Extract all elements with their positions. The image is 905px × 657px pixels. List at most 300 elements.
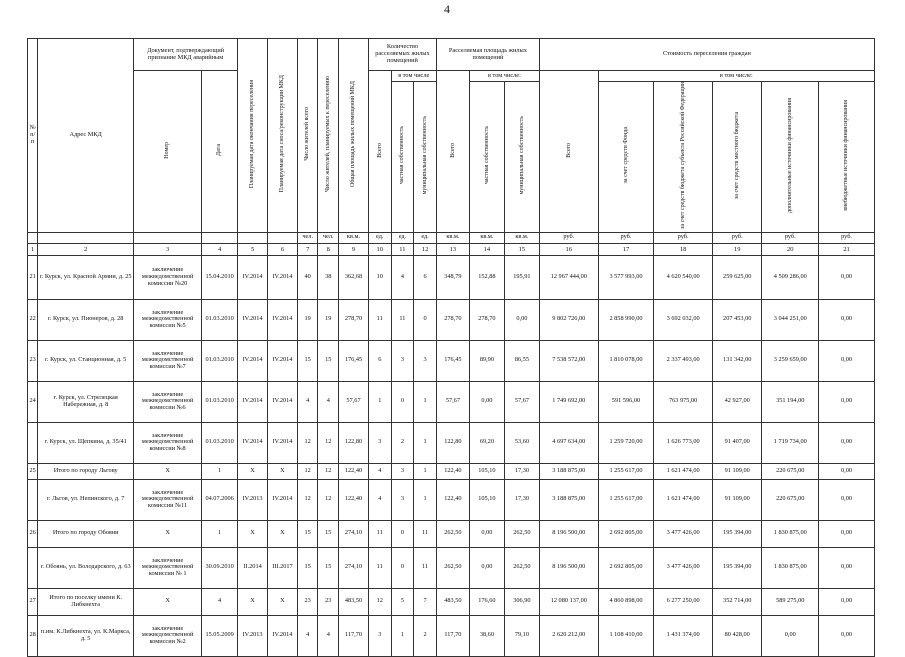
header-subject-budget: за счет средств бюджета субъекта Российской Федерации (654, 82, 713, 233)
value-cell: 1 (414, 479, 437, 520)
value-cell: 3 477 426,00 (654, 520, 713, 547)
value-cell: 122,40 (436, 479, 469, 520)
value-cell: 0,00 (819, 422, 875, 463)
value-cell: 19 (318, 299, 339, 340)
address-cell: г. Курск, ул. Щепкина, д. 35/41 (38, 422, 134, 463)
column-number-cell: 19 (713, 243, 762, 255)
unit-cell: чел. (297, 232, 318, 243)
address-cell: Итого по городу Обояни (38, 520, 134, 547)
value-cell: 763 975,00 (654, 381, 713, 422)
value-cell: 53,60 (504, 422, 539, 463)
value-cell: 2 858 990,00 (598, 299, 654, 340)
row-number-cell: 26 (28, 520, 38, 547)
document-number-cell: заключение межведомственной комиссии №2 (134, 615, 202, 656)
value-cell: 12 (318, 479, 339, 520)
value-cell: 2 (391, 422, 414, 463)
value-cell: 1 255 617,00 (598, 463, 654, 479)
value-cell: IV.2014 (238, 299, 268, 340)
address-cell: г. Льгов, ул. Непинского, д. 7 (38, 479, 134, 520)
value-cell: 57,67 (339, 381, 369, 422)
value-cell: 7 (414, 588, 437, 615)
value-cell: 4 (297, 615, 318, 656)
document-date-cell: 4 (202, 588, 238, 615)
header-extra-sources: дополнительные источники финансирования (762, 82, 819, 233)
value-cell: 262,50 (504, 547, 539, 588)
value-cell: 0 (391, 381, 414, 422)
header-count-incl: в том числе (391, 71, 436, 82)
value-cell: 3 (391, 463, 414, 479)
unit-cell: ед. (414, 232, 437, 243)
document-number-cell: заключение межведомственной комиссии №6 (134, 381, 202, 422)
value-cell: 278,70 (469, 299, 504, 340)
value-cell: IV.2014 (268, 615, 298, 656)
value-cell: 3 477 426,00 (654, 547, 713, 588)
value-cell: 23 (318, 588, 339, 615)
value-cell: 176,45 (339, 340, 369, 381)
value-cell: 0,00 (504, 299, 539, 340)
value-cell: 12 (368, 588, 391, 615)
address-cell: г. Курск, ул. Стрелецкая Набережная, д. 8 (38, 381, 134, 422)
value-cell: 11 (368, 299, 391, 340)
value-cell: 3 (391, 479, 414, 520)
value-cell: 15 (297, 547, 318, 588)
value-cell: 122,80 (436, 422, 469, 463)
value-cell: 11 (414, 520, 437, 547)
row-number-cell: 27 (28, 588, 38, 615)
value-cell: 1 621 474,00 (654, 463, 713, 479)
document-number-cell: заключение межведомственной комиссии №20 (134, 255, 202, 299)
row-number-cell: 23 (28, 340, 38, 381)
value-cell: 351 194,00 (762, 381, 819, 422)
value-cell: 4 (297, 381, 318, 422)
column-number-cell: 9 (339, 243, 369, 255)
address-cell: п.им. К.Либкнехта, ул. К.Маркса, д. 5 (38, 615, 134, 656)
unit-cell: ед. (391, 232, 414, 243)
value-cell: 589 275,00 (762, 588, 819, 615)
document-number-cell: Х (134, 520, 202, 547)
column-number-cell: 12 (414, 243, 437, 255)
value-cell: 3 (368, 615, 391, 656)
value-cell: Х (238, 463, 268, 479)
row-number-cell (28, 479, 38, 520)
value-cell: 262,50 (436, 547, 469, 588)
value-cell: 362,68 (339, 255, 369, 299)
value-cell: IV.2014 (268, 479, 298, 520)
value-cell: 12 (297, 479, 318, 520)
column-number-cell: 1 (28, 243, 38, 255)
value-cell: 57,67 (504, 381, 539, 422)
relocation-table (27, 38, 875, 657)
row-number-cell: 25 (28, 463, 38, 479)
header-fund: за счет средств Фонда (598, 82, 654, 233)
table-row (28, 381, 875, 422)
document-number-cell: Х (134, 463, 202, 479)
value-cell: Х (268, 520, 298, 547)
value-cell: Х (238, 520, 268, 547)
header-residents-planned: Число жителей, планируемых к переселению (318, 39, 339, 233)
value-cell: 12 (297, 422, 318, 463)
value-cell: 483,50 (339, 588, 369, 615)
value-cell: 7 538 572,00 (539, 340, 598, 381)
value-cell: 1 (368, 381, 391, 422)
value-cell: Х (268, 588, 298, 615)
row-number-cell: 22 (28, 299, 38, 340)
document-date-cell: 01.03.2010 (202, 422, 238, 463)
value-cell: 352 714,00 (713, 588, 762, 615)
value-cell: 0,00 (819, 520, 875, 547)
value-cell: 591 596,00 (598, 381, 654, 422)
value-cell: 3 188 875,00 (539, 479, 598, 520)
header-address: Адрес МКД (38, 39, 134, 233)
value-cell: 86,55 (504, 340, 539, 381)
value-cell: 1 108 410,00 (598, 615, 654, 656)
value-cell: 11 (368, 547, 391, 588)
value-cell: 259 625,00 (713, 255, 762, 299)
value-cell: 57,67 (436, 381, 469, 422)
value-cell: 176,60 (469, 588, 504, 615)
header-count-municipal: муниципальная собственность (414, 82, 437, 233)
row-number-cell (28, 547, 38, 588)
value-cell: 0,00 (469, 381, 504, 422)
value-cell: 91 109,00 (713, 479, 762, 520)
value-cell: IV.2013 (238, 479, 268, 520)
value-cell: 91 109,00 (713, 463, 762, 479)
value-cell: 0 (391, 547, 414, 588)
value-cell: 207 453,00 (713, 299, 762, 340)
header-area-private: частная собственность (469, 82, 504, 233)
value-cell: 0,00 (819, 547, 875, 588)
address-cell: г. Курск, ул. Станционная, д. 5 (38, 340, 134, 381)
value-cell: IV.2014 (268, 255, 298, 299)
header-residents-count: Число жителей всего (297, 39, 318, 233)
column-number-cell: 2 (38, 243, 134, 255)
document-date-cell: 01.03.2010 (202, 340, 238, 381)
value-cell: 117,70 (339, 615, 369, 656)
value-cell: 278,70 (436, 299, 469, 340)
row-number-cell: 21 (28, 255, 38, 299)
value-cell: 15 (318, 340, 339, 381)
value-cell: 483,50 (436, 588, 469, 615)
document-number-cell: Х (134, 588, 202, 615)
value-cell: 131 342,00 (713, 340, 762, 381)
units-row (28, 232, 875, 243)
unit-cell: кв.м. (436, 232, 469, 243)
value-cell: 2 (414, 615, 437, 656)
header-cost-group: Стоимость переселения граждан (539, 39, 874, 71)
unit-cell: руб. (598, 232, 654, 243)
value-cell: 12 (297, 463, 318, 479)
value-cell: 4 (368, 463, 391, 479)
column-number-cell: 10 (368, 243, 391, 255)
value-cell: 262,50 (436, 520, 469, 547)
value-cell: 122,40 (339, 479, 369, 520)
column-number-cell: 5 (238, 243, 268, 255)
value-cell: IV.2014 (268, 381, 298, 422)
value-cell: 11 (414, 547, 437, 588)
value-cell: 12 (318, 422, 339, 463)
document-number-cell: заключение межведомственной комиссии № 1 (134, 547, 202, 588)
column-number-cell: 11 (391, 243, 414, 255)
header-cost-total: Всего (539, 71, 598, 233)
value-cell: 105,10 (469, 479, 504, 520)
value-cell: 38,60 (469, 615, 504, 656)
value-cell: 40 (297, 255, 318, 299)
header-count-private: частная собственность (391, 82, 414, 233)
unit-cell: ед. (368, 232, 391, 243)
value-cell: 42 927,00 (713, 381, 762, 422)
table-row (28, 520, 875, 547)
column-number-cell: 20 (762, 243, 819, 255)
column-number-cell: 3 (134, 243, 202, 255)
header-local-budget: за счет средств местного бюджета (713, 82, 762, 233)
value-cell: 4 (391, 255, 414, 299)
document-number-cell: заключение межведомственной комиссии №8 (134, 422, 202, 463)
value-cell: 0,00 (819, 255, 875, 299)
value-cell: 11 (368, 520, 391, 547)
value-cell: 4 (368, 479, 391, 520)
header-cost-incl: в том числе: (598, 71, 874, 82)
table-row (28, 255, 875, 299)
value-cell: 2 692 805,00 (598, 547, 654, 588)
unit-cell: руб. (539, 232, 598, 243)
column-number-cell: 18 (654, 243, 713, 255)
value-cell: 3 188 875,00 (539, 463, 598, 479)
value-cell: 4 620 540,00 (654, 255, 713, 299)
value-cell: IV.2013 (238, 615, 268, 656)
value-cell: 152,88 (469, 255, 504, 299)
column-number-cell: 4 (202, 243, 238, 255)
value-cell: 8 196 500,00 (539, 547, 598, 588)
header-doc-number: Номер (134, 71, 202, 233)
value-cell: 3 (414, 340, 437, 381)
value-cell: 19 (297, 299, 318, 340)
address-cell: Итого по городу Льгову (38, 463, 134, 479)
table-row (28, 299, 875, 340)
unit-cell: руб. (819, 232, 875, 243)
unit-cell: руб. (654, 232, 713, 243)
document-date-cell: 01.03.2010 (202, 381, 238, 422)
row-number-cell (28, 422, 38, 463)
value-cell: 0,00 (469, 547, 504, 588)
value-cell: 12 967 444,00 (539, 255, 598, 299)
unit-cell: руб. (762, 232, 819, 243)
value-cell: 0,00 (469, 520, 504, 547)
column-number-cell: 13 (436, 243, 469, 255)
value-cell: 1 259 720,00 (598, 422, 654, 463)
value-cell: 1 810 078,00 (598, 340, 654, 381)
value-cell: 3 044 251,00 (762, 299, 819, 340)
address-cell: г. Курск, ул. Пионеров, д. 28 (38, 299, 134, 340)
value-cell: 105,10 (469, 463, 504, 479)
value-cell: 278,70 (339, 299, 369, 340)
table-row (28, 547, 875, 588)
document-date-cell: 15.04.2010 (202, 255, 238, 299)
column-number-cell: 14 (469, 243, 504, 255)
header-no: № п/п (28, 39, 38, 233)
value-cell: 9 802 726,00 (539, 299, 598, 340)
row-number-cell: 28 (28, 615, 38, 656)
value-cell: 15 (297, 520, 318, 547)
value-cell: 0 (391, 520, 414, 547)
value-cell: 12 080 137,00 (539, 588, 598, 615)
value-cell: 3 (368, 422, 391, 463)
column-number-cell: 15 (504, 243, 539, 255)
value-cell: IV.2014 (268, 299, 298, 340)
header-planned-demolish: Планируемая дата сноса/реконструкции МКД (268, 39, 298, 233)
unit-cell: кв.м. (504, 232, 539, 243)
header-area-municipal: муниципальная собственность (504, 82, 539, 233)
document-date-cell: 1 (202, 463, 238, 479)
value-cell: 89,90 (469, 340, 504, 381)
value-cell: 306,90 (504, 588, 539, 615)
value-cell: 1 719 734,00 (762, 422, 819, 463)
document-number-cell: заключение межведомственной комиссии №5 (134, 299, 202, 340)
value-cell: 3 259 659,00 (762, 340, 819, 381)
value-cell: 4 509 286,00 (762, 255, 819, 299)
value-cell: 195,91 (504, 255, 539, 299)
value-cell: 38 (318, 255, 339, 299)
table-row (28, 463, 875, 479)
column-number-row (28, 243, 875, 255)
value-cell: IV.2014 (268, 340, 298, 381)
header-count-total: Всего (368, 71, 391, 233)
document-date-cell: 15.05.2009 (202, 615, 238, 656)
unit-cell: руб. (713, 232, 762, 243)
value-cell: 17,30 (504, 479, 539, 520)
value-cell: 91 407,00 (713, 422, 762, 463)
value-cell: 79,10 (504, 615, 539, 656)
unit-cell: кв.м. (339, 232, 369, 243)
row-number-cell: 24 (28, 381, 38, 422)
unit-cell: кв.м. (469, 232, 504, 243)
value-cell: 1 (391, 615, 414, 656)
value-cell: IV.2014 (268, 422, 298, 463)
value-cell: Х (268, 463, 298, 479)
value-cell: 0,00 (819, 463, 875, 479)
table-row (28, 422, 875, 463)
value-cell: 122,40 (339, 463, 369, 479)
value-cell: 274,10 (339, 520, 369, 547)
value-cell: 2 692 805,00 (598, 520, 654, 547)
value-cell: 220 675,00 (762, 463, 819, 479)
value-cell: 3 692 032,00 (654, 299, 713, 340)
value-cell: 11 (391, 299, 414, 340)
column-number-cell: 7 (297, 243, 318, 255)
page-number: 4 (444, 2, 450, 16)
value-cell: 1 830 875,00 (762, 547, 819, 588)
value-cell: 15 (318, 547, 339, 588)
document-number-cell: заключение межведомственной комиссии №7 (134, 340, 202, 381)
value-cell: 17,30 (504, 463, 539, 479)
value-cell: 4 (318, 615, 339, 656)
value-cell: 12 (318, 463, 339, 479)
value-cell: 3 577 993,00 (598, 255, 654, 299)
header-doc-date: Дата (202, 71, 238, 233)
value-cell: 262,50 (504, 520, 539, 547)
value-cell: 0,00 (762, 615, 819, 656)
value-cell: 0,00 (819, 615, 875, 656)
document-date-cell: 1 (202, 520, 238, 547)
value-cell: III.2017 (268, 547, 298, 588)
value-cell: 176,45 (436, 340, 469, 381)
value-cell: 1 (414, 422, 437, 463)
address-cell: Итого по поселку имени К. Либкнехта (38, 588, 134, 615)
table-row (28, 615, 875, 656)
value-cell: IV.2014 (238, 340, 268, 381)
value-cell: 15 (318, 520, 339, 547)
value-cell: 69,20 (469, 422, 504, 463)
value-cell: 1 626 773,00 (654, 422, 713, 463)
value-cell: 6 (414, 255, 437, 299)
value-cell: II.2014 (238, 547, 268, 588)
table-row (28, 340, 875, 381)
value-cell: 4 697 634,00 (539, 422, 598, 463)
value-cell: 348,79 (436, 255, 469, 299)
value-cell: 117,70 (436, 615, 469, 656)
value-cell: 5 (391, 588, 414, 615)
value-cell: 4 (318, 381, 339, 422)
value-cell: 1 (414, 463, 437, 479)
header-relocated-area-group: Расселяемая площадь жилых помещений (436, 39, 539, 71)
header-document-group: Документ, подтверждающий признание МКД аварийным (134, 39, 238, 71)
value-cell: 1 431 374,00 (654, 615, 713, 656)
value-cell: 10 (368, 255, 391, 299)
value-cell: 0,00 (819, 299, 875, 340)
value-cell: 0 (414, 299, 437, 340)
value-cell: 195 394,00 (713, 547, 762, 588)
value-cell: 274,10 (339, 547, 369, 588)
table-row (28, 588, 875, 615)
header-planned-end: Планируемая дата окончания переселения (238, 39, 268, 233)
value-cell: IV.2014 (238, 381, 268, 422)
value-cell: 1 830 875,00 (762, 520, 819, 547)
value-cell: 2 337 493,00 (654, 340, 713, 381)
header-offbudget-sources: внебюджетные источники финансирования (819, 82, 875, 233)
value-cell: 8 196 500,00 (539, 520, 598, 547)
value-cell: IV.2014 (238, 255, 268, 299)
value-cell: 1 749 692,00 (539, 381, 598, 422)
value-cell: 3 (391, 340, 414, 381)
value-cell: IV.2014 (238, 422, 268, 463)
document-date-cell: 01.03.2010 (202, 299, 238, 340)
column-number-cell: 16 (539, 243, 598, 255)
column-number-cell: 17 (598, 243, 654, 255)
value-cell: 1 621 474,00 (654, 479, 713, 520)
header-relocated-count-group: Количество расселяемых жилых помещений (368, 39, 436, 71)
header-total-area: Общая площадь жилых помещений МКД (339, 39, 369, 233)
value-cell: 2 620 212,00 (539, 615, 598, 656)
document-date-cell: 30.09.2010 (202, 547, 238, 588)
table-row (28, 479, 875, 520)
value-cell: 6 (368, 340, 391, 381)
address-cell: г. Курск, ул. Красной Армии, д. 25 (38, 255, 134, 299)
header-area-total: Всего (436, 71, 469, 233)
value-cell: 122,80 (339, 422, 369, 463)
value-cell: Х (238, 588, 268, 615)
column-number-cell: 21 (819, 243, 875, 255)
value-cell: 195 394,00 (713, 520, 762, 547)
column-number-cell: 6 (268, 243, 298, 255)
value-cell: 80 428,00 (713, 615, 762, 656)
value-cell: 23 (297, 588, 318, 615)
value-cell: 0,00 (819, 479, 875, 520)
document-date-cell: 04.07.2006 (202, 479, 238, 520)
value-cell: 0,00 (819, 381, 875, 422)
value-cell: 0,00 (819, 588, 875, 615)
unit-cell: чел. (318, 232, 339, 243)
value-cell: 220 675,00 (762, 479, 819, 520)
address-cell: г. Обоянь, ул. Володарского, д. 63 (38, 547, 134, 588)
